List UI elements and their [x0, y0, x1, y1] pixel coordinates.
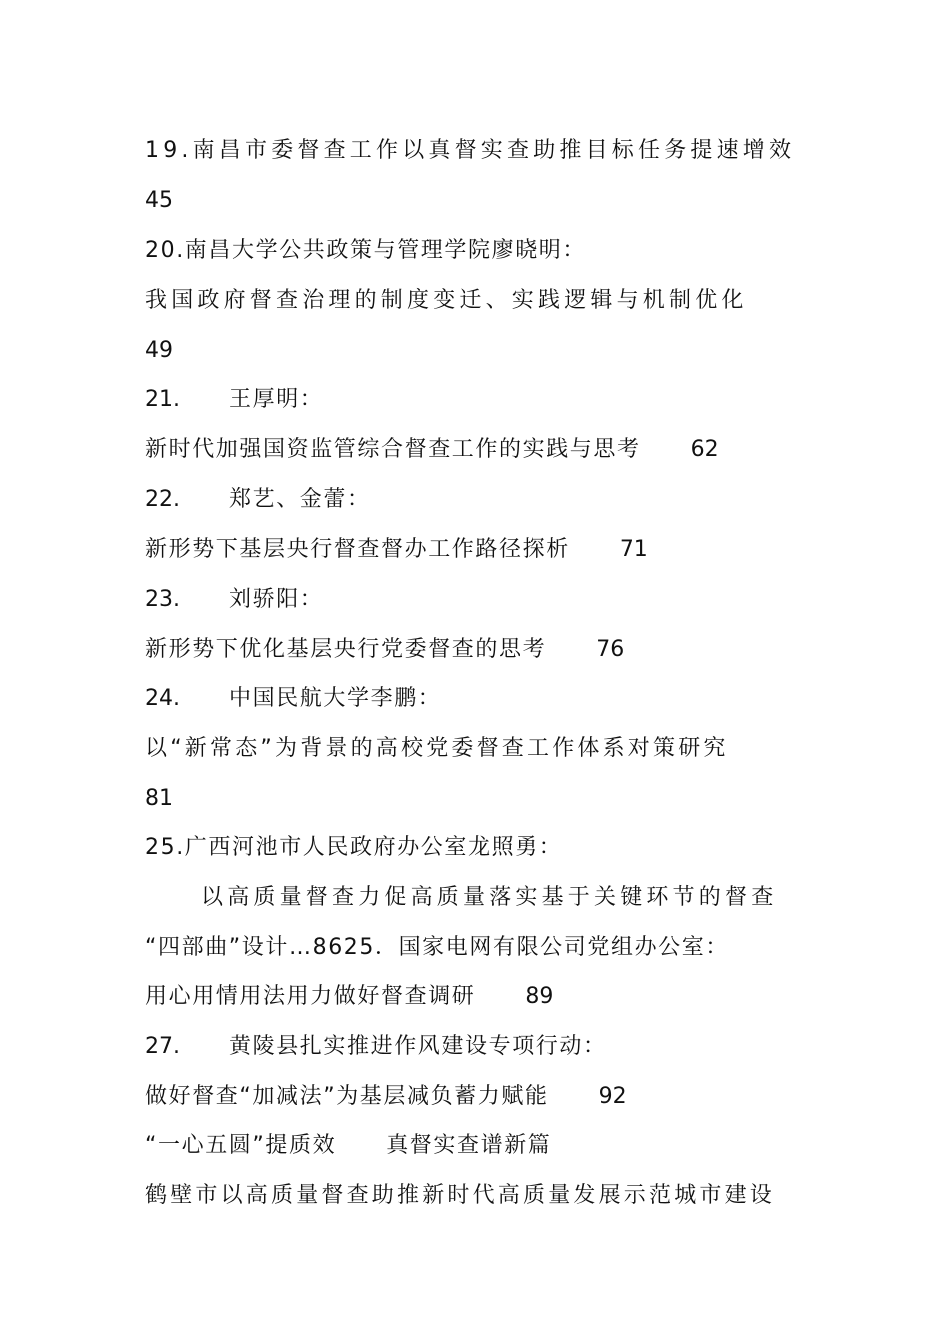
toc-entry-23-author: [145, 580, 810, 620]
toc-entry-22-author: [145, 480, 810, 520]
toc-entry-24-page: [145, 779, 810, 819]
toc-text: 黄陵县扎实推进作风建设专项行动：: [229, 1034, 607, 1059]
toc-entry-25-26-joined: [145, 928, 810, 968]
toc-entry-19-page: [145, 181, 810, 221]
page-number: 76: [596, 637, 625, 662]
toc-entry-21-title: [145, 430, 810, 470]
page-number: 71: [619, 537, 648, 562]
toc-entry-25-title: [145, 878, 810, 918]
toc-entry-24-author: [145, 679, 810, 719]
toc-entry-27-title: [145, 1077, 810, 1117]
page-number: 81: [145, 786, 173, 811]
toc-text: 新形势下基层央行督查督办工作路径探析: [145, 537, 570, 562]
toc-text: 郑艺、金蕾：: [229, 487, 371, 512]
toc-entry-28-title: [145, 1176, 810, 1216]
toc-text: 我国政府督查治理的制度变迁、实践逻辑与机制优化: [145, 288, 748, 313]
toc-text: “一心五圆”提质效: [145, 1133, 337, 1158]
toc-text: 以高质量督查力促高质量落实基于关键环节的督查: [201, 885, 778, 910]
toc-entry-23-title: [145, 630, 810, 670]
toc-entry-27-author: [145, 1027, 810, 1067]
entry-number: 23.: [145, 587, 180, 612]
toc-text: 做好督查“加减法”为基层减负蓄力赋能: [145, 1084, 549, 1109]
toc-entry-21-author: [145, 380, 810, 420]
entry-number: 22.: [145, 487, 180, 512]
toc-text: 25.广西河池市人民政府办公室龙照勇：: [145, 835, 563, 860]
toc-text: 以“新常态”为背景的高校党委督查工作体系对策研究: [145, 736, 729, 761]
toc-text: 新形势下优化基层央行党委督查的思考: [145, 637, 547, 662]
toc-text: 19.南昌市委督查工作以真督实查助推目标任务提速增效: [145, 138, 796, 163]
toc-text: 新时代加强国资监管综合督查工作的实践与思考: [145, 437, 641, 462]
toc-entry-25-author: [145, 828, 810, 868]
entry-number: 21.: [145, 387, 180, 412]
toc-entry-22-title: [145, 530, 810, 570]
page-number: 92: [598, 1084, 627, 1109]
toc-entry-20-title: [145, 281, 810, 321]
toc-text: 刘骄阳：: [229, 587, 324, 612]
toc-entry-26-title: [145, 977, 810, 1017]
page-number: 49: [145, 338, 173, 363]
toc-text: 20.南昌大学公共政策与管理学院廖晓明：: [145, 238, 586, 263]
toc-text: 用心用情用法用力做好督查调研: [145, 984, 476, 1009]
toc-entry-20-page: [145, 331, 810, 371]
toc-entry-20-author: [145, 231, 810, 271]
toc-text: 王厚明：: [229, 387, 324, 412]
entry-number: 24.: [145, 686, 180, 711]
toc-entry-28-heading: [145, 1126, 810, 1166]
entry-number: 27.: [145, 1034, 180, 1059]
page-number: 45: [145, 188, 173, 213]
toc-entry-24-title: [145, 729, 810, 769]
page-number: 62: [690, 437, 719, 462]
toc-entry-19-title: [145, 131, 810, 171]
page-number: 89: [525, 984, 554, 1009]
toc-text: “四部曲”设计…8625．国家电网有限公司党组办公室：: [145, 935, 729, 960]
toc-text: 真督实查谱新篇: [386, 1133, 552, 1158]
toc-text: 中国民航大学李鹏：: [229, 686, 442, 711]
toc-text: 鹤壁市以高质量督查助推新时代高质量发展示范城市建设: [145, 1183, 776, 1208]
